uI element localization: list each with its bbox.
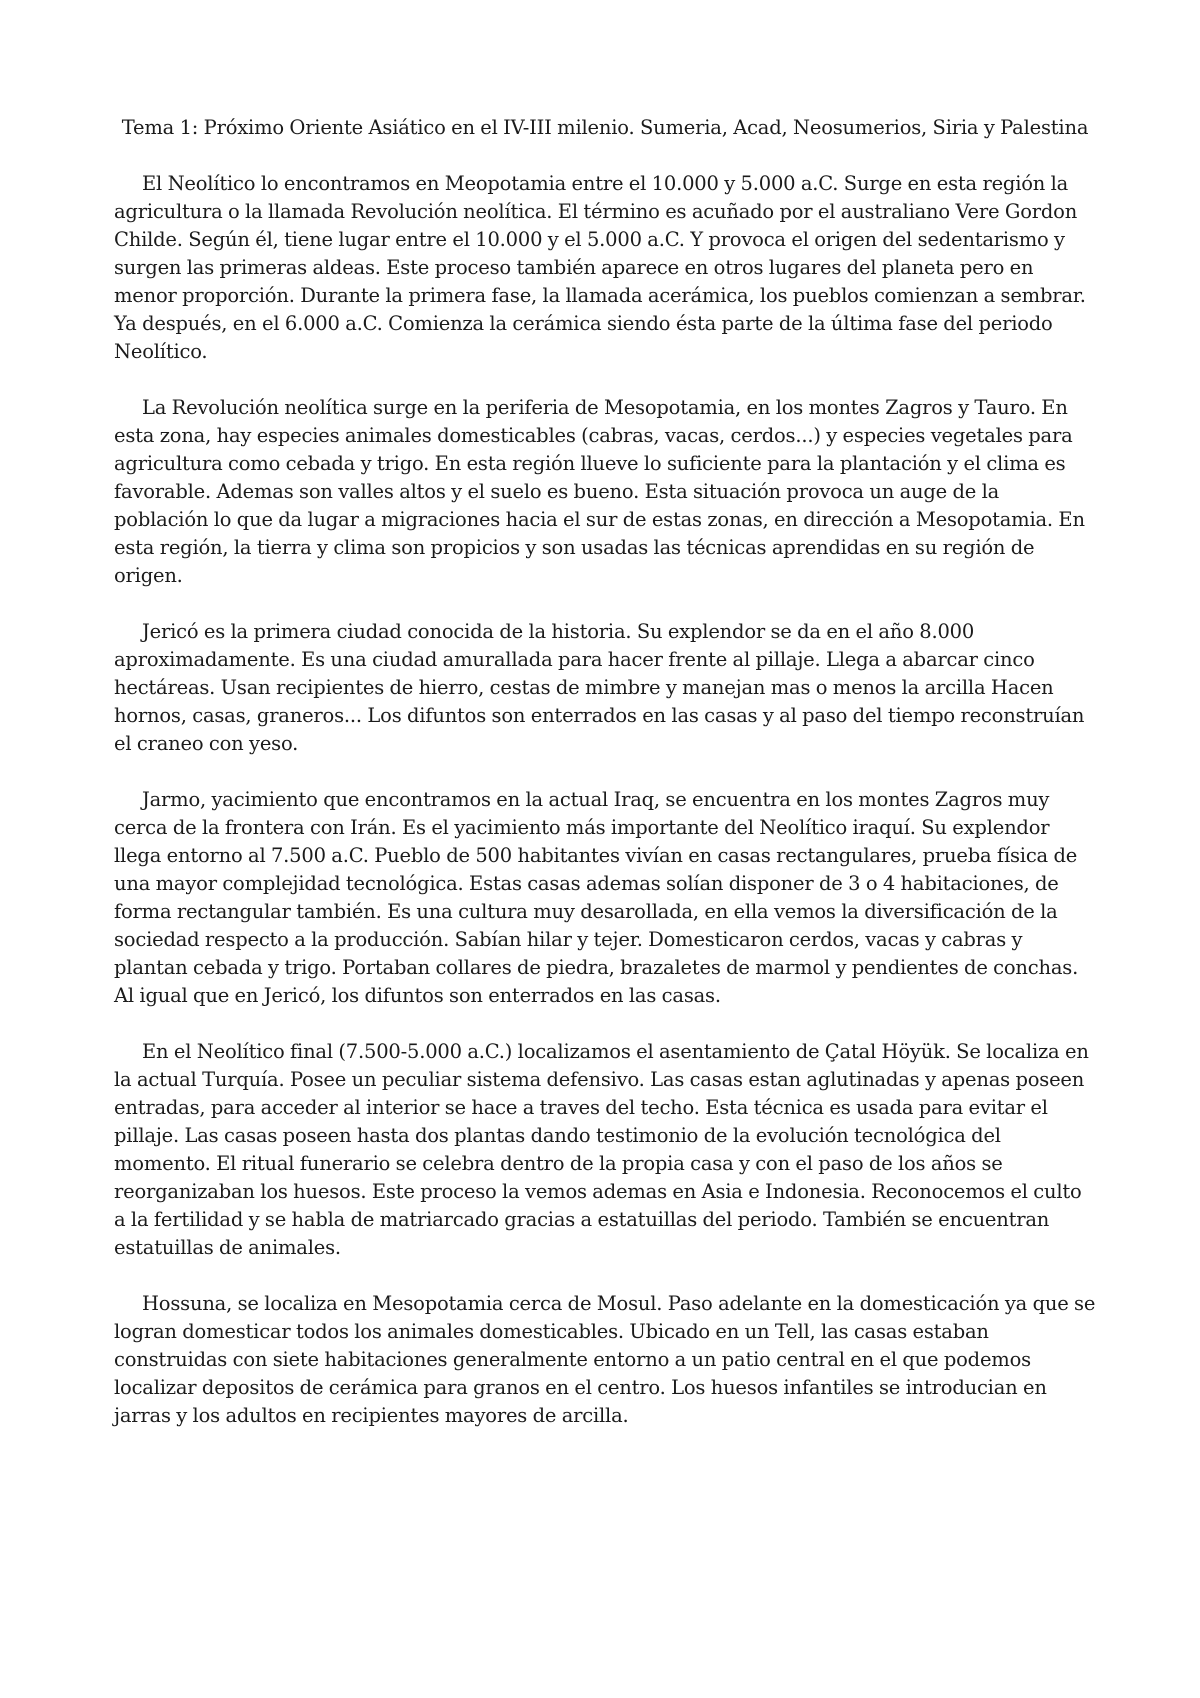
paragraph-jerico: Jericó es la primera ciudad conocida de la historia. Su explendor se da en el año 8.000 aproximadamente. Es una ciudad amurallada para hacer frente al pillaje. Llega a abarcar cinco hectáreas. Usan recipientes de hierro, cestas de mimbre y manejan mas o menos la arcilla Hacen hornos, casas, graneros... Los difuntos son enterrados en las casas y al paso del tiempo reconstruían el craneo con yeso.	[114, 620, 1085, 755]
paragraph-jarmo: Jarmo, yacimiento que encontramos en la actual Iraq, se encuentra en los montes Zagros muy cerca de la frontera con Irán. Es el yacimiento más importante del Neolítico iraquí. Su explendor llega entorno al 7.500 a.C. Pueblo de 500 habitantes vivían en casas rectangulares, prueba física de una mayor complejidad tecnológica. Estas casas ademas solían disponer de 3 o 4 habitaciones, de forma rectangular también. Es una cultura muy desarollada, en ella vemos la diversificación de la sociedad respecto a la producción. Sabían hilar y tejer. Domesticaron cerdos, vacas y cabras y plantan cebada y trigo. Portaban collares de piedra, brazaletes de marmol y pendientes de conchas. Al igual que en Jericó, los difuntos son enterrados en las casas.	[114, 788, 1079, 1007]
paragraph-revolucion-neolitica: La Revolución neolítica surge en la periferia de Mesopotamia, en los montes Zagros y Tauro. En esta zona, hay especies animales domesticables (cabras, vacas, cerdos...) y especies vegetales para agricultura como cebada y trigo. En esta región llueve lo suficiente para la plantación y el clima es favorable. Ademas son valles altos y el suelo es bueno. Esta situación provoca un auge de la población lo que da lugar a migraciones hacia el sur de estas zonas, en dirección a Mesopotamia. En esta región, la tierra y clima son propicios y son usadas las técnicas aprendidas en su región de origen.	[114, 396, 1085, 587]
paragraph-catal-hoyuk: En el Neolítico final (7.500-5.000 a.C.) localizamos el asentamiento de Çatal Höyük. Se localiza en la actual Turquía. Posee un peculiar sistema defensivo. Las casas estan aglutinadas y apenas poseen entradas, para acceder al interior se hace a traves del techo. Esta técnica es usada para evitar el pillaje. Las casas poseen hasta dos plantas dando testimonio de la evolución tecnológica del momento. El ritual funerario se celebra dentro de la propia casa y con el paso de los años se reorganizaban los huesos. Este proceso la vemos ademas en Asia e Indonesia. Reconocemos el culto a la fertilidad y se habla de matriarcado gracias a estatuillas del periodo. También se encuentran estatuillas de animales.	[114, 1040, 1089, 1259]
paragraph-neolitico: El Neolítico lo encontramos en Meopotamia entre el 10.000 y 5.000 a.C. Surge en esta región la agricultura o la llamada Revolución neolítica. El término es acuñado por el australiano Vere Gordon Childe. Según él, tiene lugar entre el 10.000 y el 5.000 a.C. Y provoca el origen del sedentarismo y surgen las primeras aldeas. Este proceso también aparece en otros lugares del planeta pero en menor proporción. Durante la primera fase, la llamada acerámica, los pueblos comienzan a sembrar. Ya después, en el 6.000 a.C. Comienza la cerámica siendo ésta parte de la última fase del periodo Neolítico.	[114, 172, 1086, 363]
paragraph-hossuna: Hossuna, se localiza en Mesopotamia cerca de Mosul. Paso adelante en la domesticación ya que se logran domesticar todos los animales domesticables. Ubicado en un Tell, las casas estaban construidas con siete habitaciones generalmente entorno a un patio central en el que podemos localizar depositos de cerámica para granos en el centro. Los huesos infantiles se introducian en jarras y los adultos en recipientes mayores de arcilla.	[114, 1292, 1096, 1427]
document-title: Tema 1: Próximo Oriente Asiático en el IV-III milenio. Sumeria, Acad, Neosumerios, Siria y Palestina	[121, 116, 1089, 139]
document-body	[114, 114, 1096, 1458]
